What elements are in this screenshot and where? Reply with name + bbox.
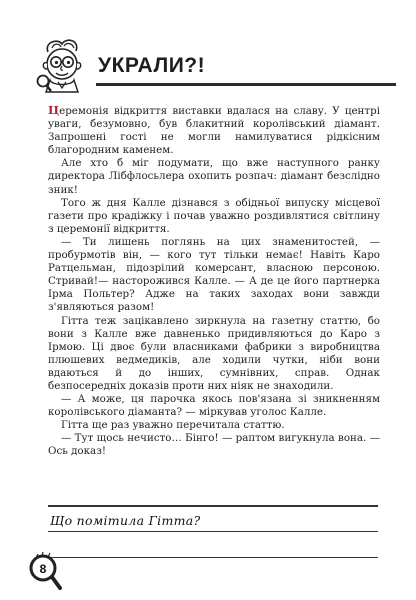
answer-line	[48, 531, 378, 532]
story-paragraph	[48, 104, 380, 157]
story-paragraph-text: еремонія відкриття виставки вдалася на славу. У центрі уваги, безумовно, був блакитний королівський діамант. Запрошені гості не могли намилуватися рідкісним благородним каменем.	[48, 105, 380, 157]
header-rule	[96, 83, 396, 86]
drop-cap: Ц	[48, 103, 60, 117]
story-paragraph: — А може, ця парочка якось пов'язана зі зникненням королівського діаманта? — міркував уголос Калле.	[48, 393, 380, 419]
question-text: Що помітила Гітта?	[50, 513, 201, 528]
story-paragraph: Але хто б міг подумати, що вже наступного ранку директора Лібфлосьлера охопить розпач: діамант безслідно зник!	[48, 157, 380, 196]
detective-face-icon	[34, 36, 90, 94]
story-text	[48, 104, 380, 459]
chapter-title: УКРАЛИ?!	[98, 54, 206, 77]
page-number-badge	[28, 548, 64, 592]
story-paragraph: Того ж дня Калле дізнався з обідньої випуску місцевої газети про крадіжку і почав уважно роздивлятися світлину з церемонії відкриття.	[48, 196, 380, 235]
answer-line	[48, 557, 378, 558]
story-paragraph: Гітта ще раз уважно перечитала статтю.	[61, 419, 285, 432]
story-paragraph: — Ти лишень поглянь на цих знаменитостей, — пробурмотів він, — кого тут тільки немає! Навіть Каро Ратцельман, підозрілий комерсант, власною персоною. Стривай!— насторожився Калле. — А де це його партнерка Ірма Польтер? Адже на таких заходах вони завжди з'являються разом!	[48, 235, 380, 314]
page-number: 8	[39, 562, 47, 576]
story-paragraph: — Тут щось нечисто… Бінго! — раптом вигукнула вона. — Ось доказ!	[48, 432, 380, 458]
question-rule	[48, 505, 378, 507]
chapter-header	[34, 36, 394, 96]
story-paragraph: Гітта теж зацікавлено зиркнула на газетну статтю, бо вони з Калле вже давненько придивляються до Каро з Ірмою. Ці двоє були власниками фабрики з виробництва плюшевих ведмедиків, але ходили чутки, ніби вони вдаються й до інших, сумнівних, справ. Однак безпосередніх доказів проти них ніяк не знаходили.	[48, 314, 380, 392]
